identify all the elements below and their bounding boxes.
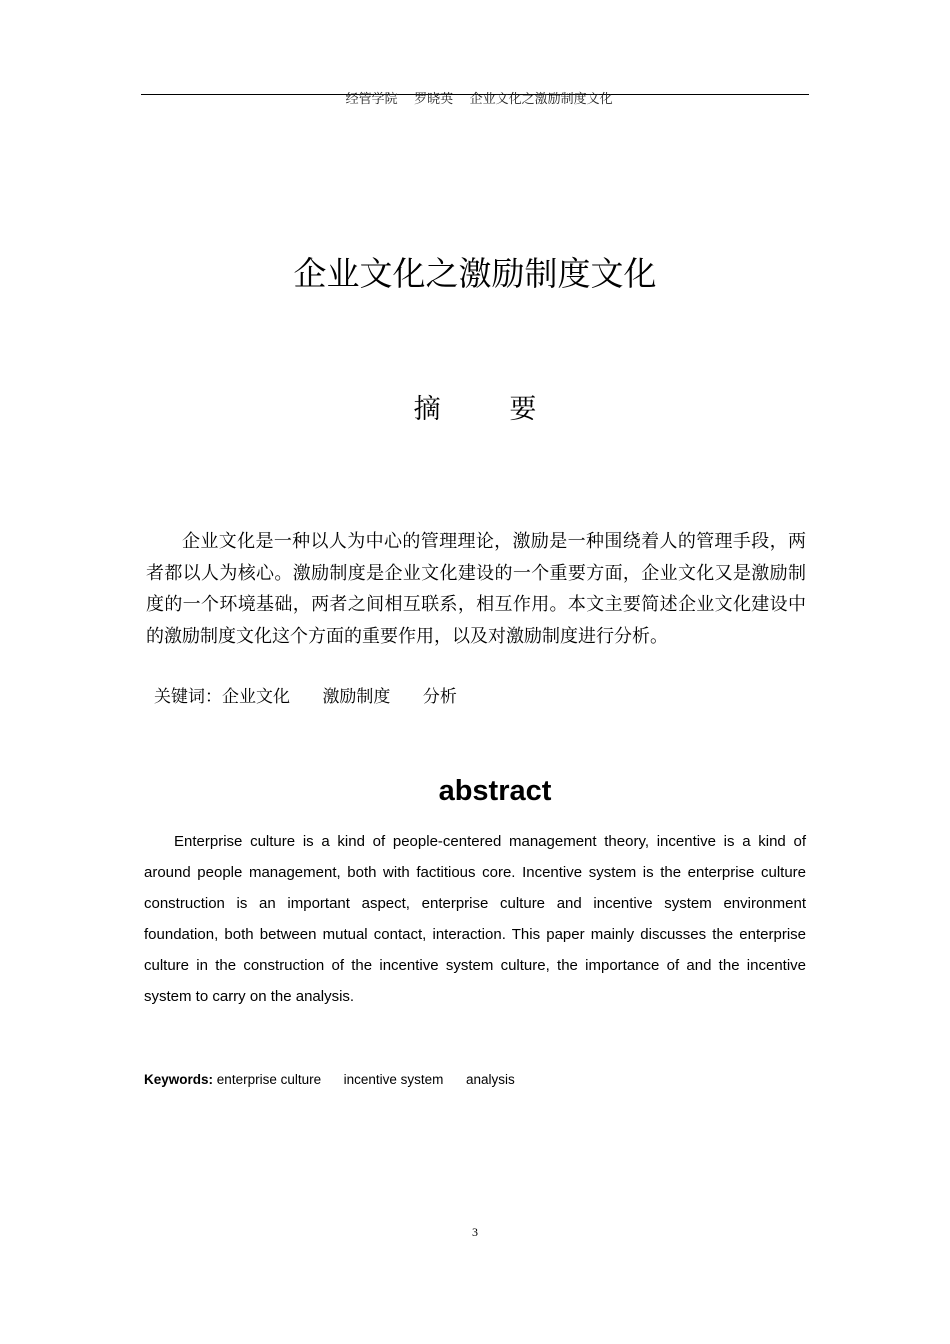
keywords-label-chinese: 关键词： bbox=[154, 687, 222, 707]
abstract-heading-chinese: 摘 要 bbox=[413, 394, 537, 425]
keyword-english-3: analysis bbox=[465, 1072, 515, 1087]
keyword-english-1: enterprise culture bbox=[216, 1072, 322, 1087]
abstract-heading-english: abstract bbox=[438, 775, 552, 807]
running-header-text: 经管学院 罗晓英 企业文化之激励制度文化 bbox=[345, 92, 613, 107]
abstract-body-english: Enterprise culture is a kind of people-centered management theory, incentive is a kind of around people management, both with factitious core. Incentive system is the enterprise culture construction is an important aspect, enterprise culture and incentive system environment foundation, both between mutual contact, interaction. This paper mainly discusses the enterprise culture in the construction of the incentive system culture, the importance of and the incentive system to carry on the analysis. bbox=[144, 833, 806, 1005]
page-number: 3 bbox=[472, 1225, 478, 1239]
keyword-chinese-1: 企业文化 bbox=[222, 687, 290, 707]
paper-title: 企业文化之激励制度文化 bbox=[293, 254, 657, 293]
keywords-chinese bbox=[154, 684, 457, 710]
keyword-english-2: incentive system bbox=[343, 1072, 444, 1087]
abstract-body-chinese: 企业文化是一种以人为中心的管理理论，激励是一种围绕着人的管理手段，两者都以人为核心。激励制度是企业文化建设的一个重要方面，企业文化又是激励制度的一个环境基础，两者之间相互联系，相互作用。本文主要简述企业文化建设中的激励制度文化这个方面的重要作用，以及对激励制度进行分析。 bbox=[146, 531, 806, 647]
running-header bbox=[141, 70, 809, 107]
keyword-chinese-2: 激励制度 bbox=[322, 687, 391, 707]
keywords-english bbox=[144, 1070, 515, 1090]
keywords-label-english: Keywords: bbox=[144, 1072, 214, 1087]
keyword-chinese-3: 分析 bbox=[422, 687, 457, 707]
